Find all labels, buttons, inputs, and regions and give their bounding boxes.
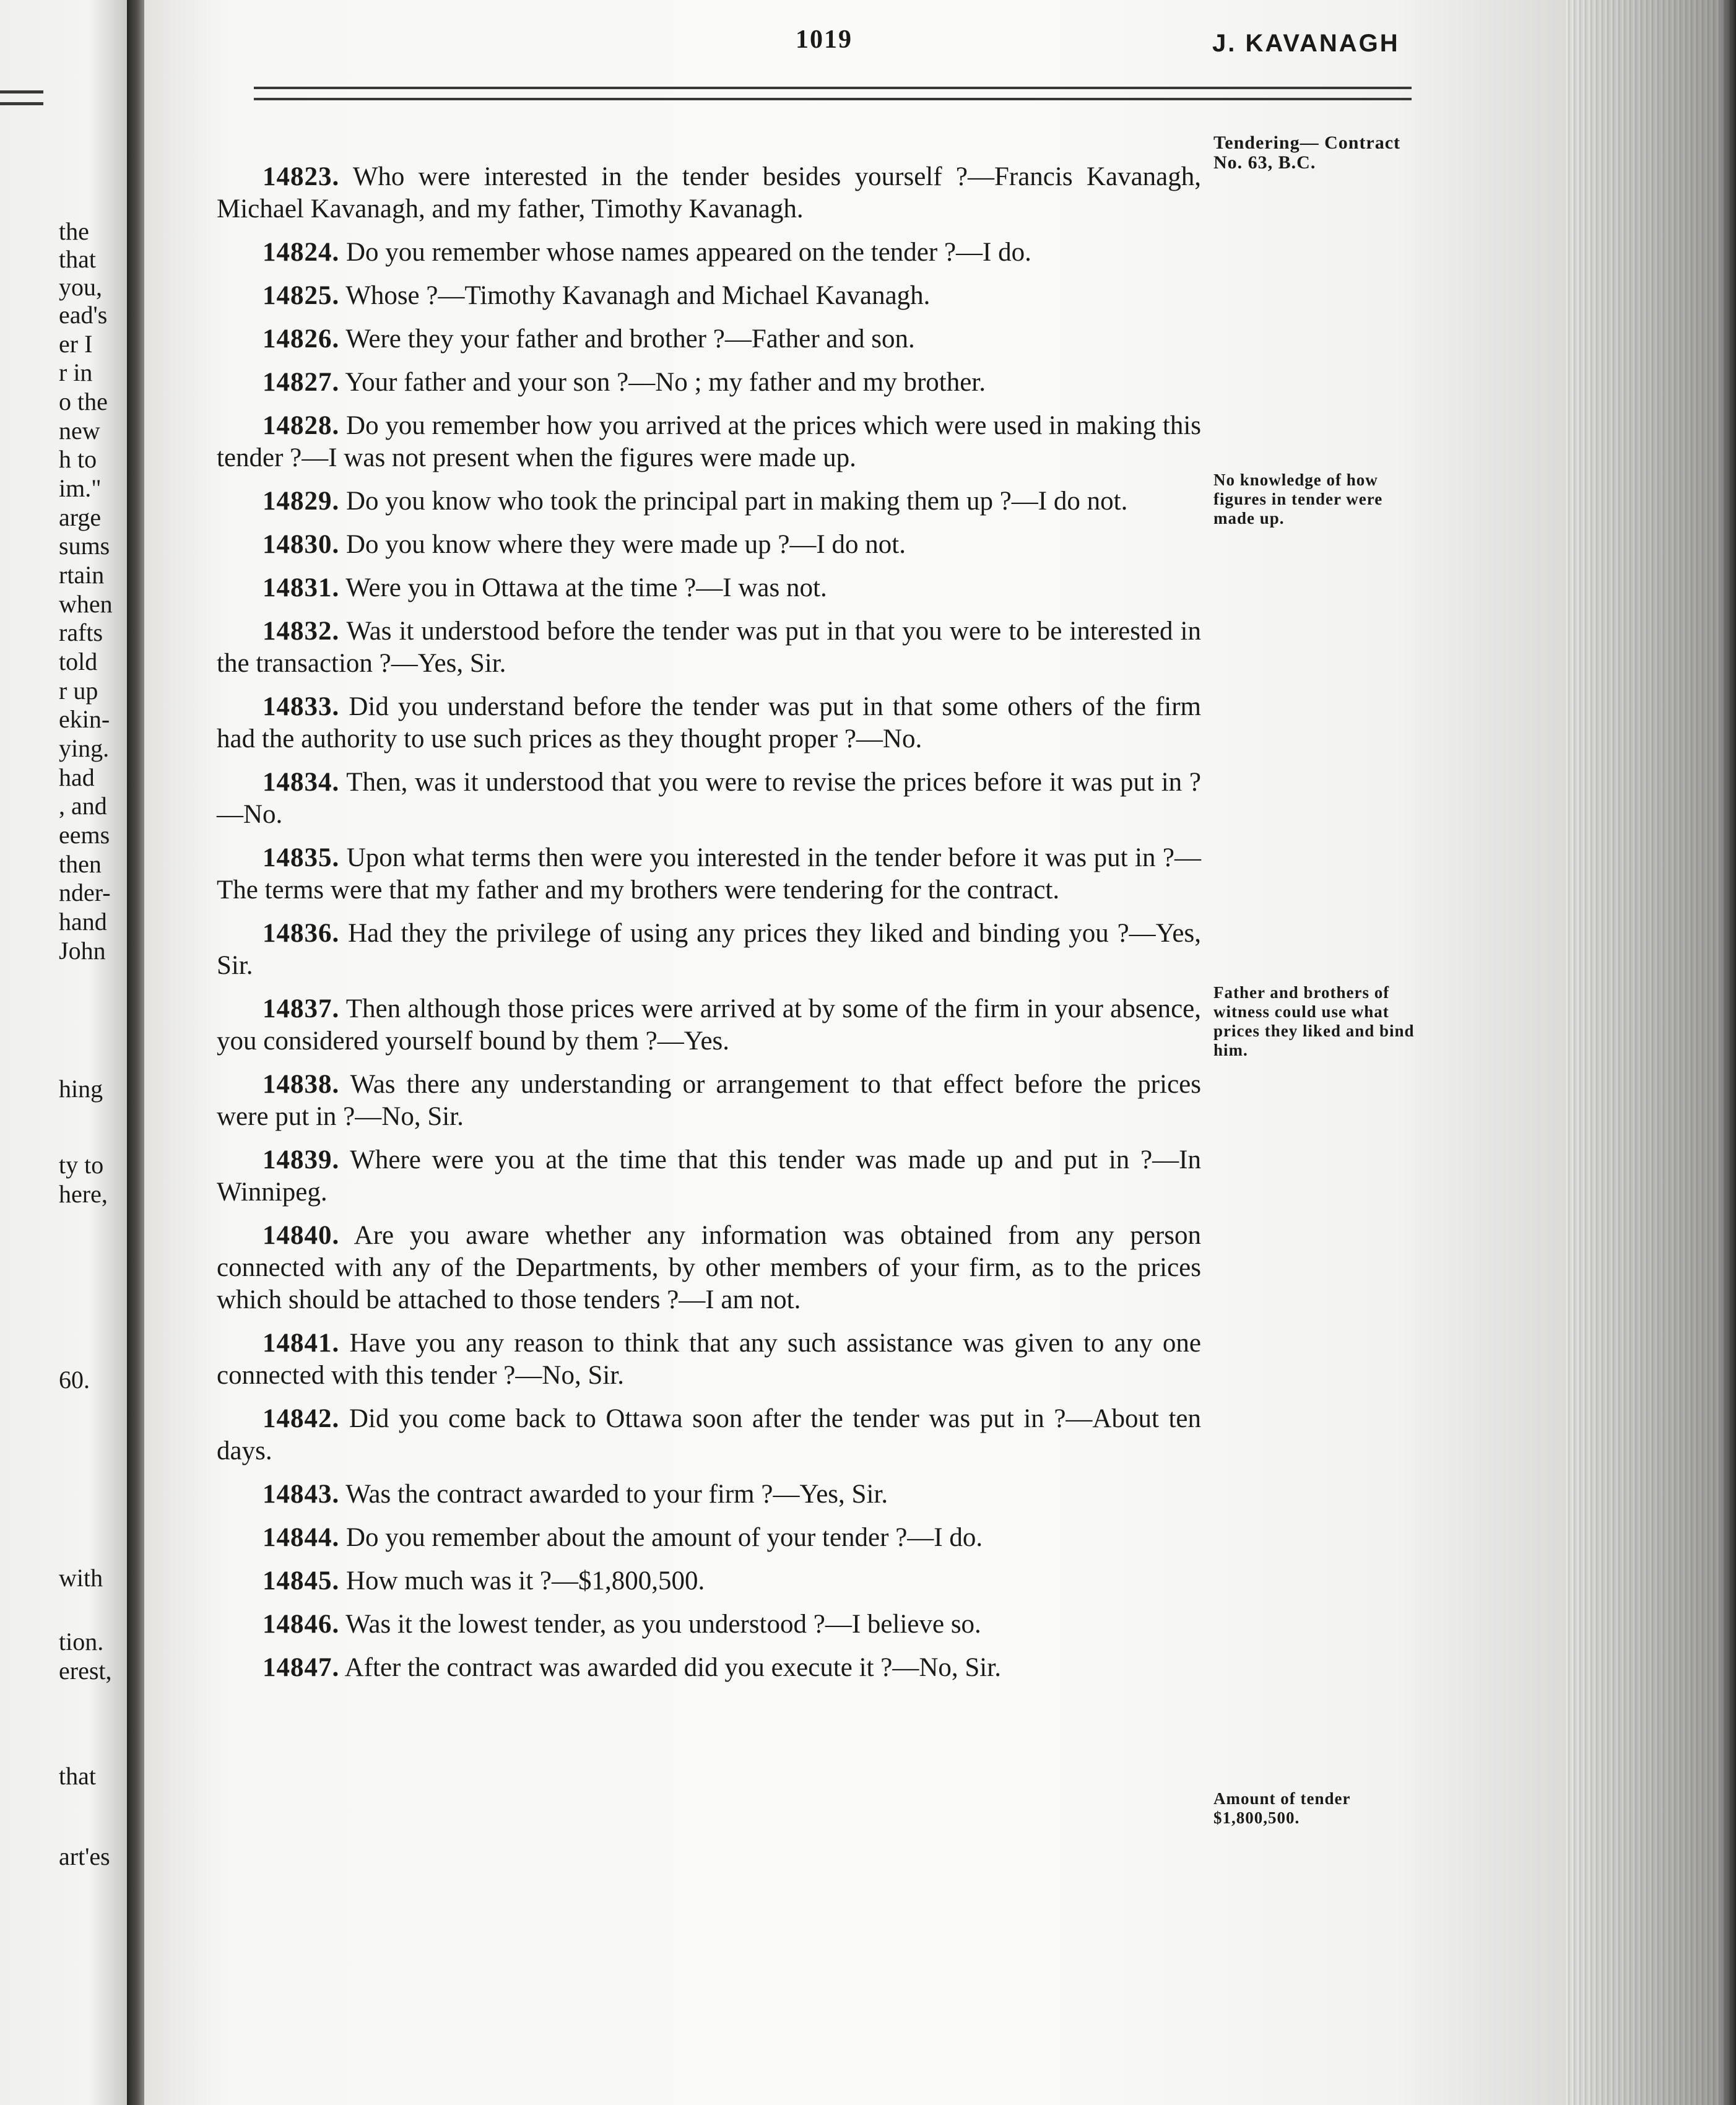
book-gutter [127,0,144,2105]
left-page-fragment: tion. [59,1628,104,1656]
question-number: 14828. [263,411,340,440]
question-number: 14833. [263,692,340,721]
left-page-fragment: ead's [59,301,108,329]
qa-text: Are you aware whether any information was obtained from any person connected with any of the Departments, by other members of your firm, as to the prices which should be attached to those tenders ?—I am not. [217,1221,1201,1314]
left-page-fragment: h to [59,445,97,473]
qa-text: Do you know where they were made up ?—I do not. [346,530,906,559]
left-page-fragment: im." [59,474,102,502]
question-number: 14836. [263,919,340,948]
page-number: 1019 [796,25,853,54]
qa-text: Do you know who took the principal part in making them up ?—I do not. [346,487,1128,516]
left-page-fragment: new [59,417,100,445]
left-page-fragment: rtain [59,561,105,589]
qa-entry [217,1327,1201,1392]
qa-entry [217,918,1201,982]
qa-text: After the contract was awarded did you execute it ?—No, Sir. [344,1653,1001,1682]
question-number: 14835. [263,843,340,872]
question-number: 14834. [263,768,340,797]
question-number: 14829. [263,487,340,516]
question-number: 14830. [263,530,340,559]
question-number: 14840. [263,1221,340,1250]
question-number: 14837. [263,994,340,1023]
qa-entry [217,485,1201,518]
left-page-fragment: told [59,648,98,675]
left-page-fragment: nder- [59,879,111,906]
qa-text: Were they your father and brother ?—Father and son. [345,324,915,354]
question-number: 14827. [263,368,340,397]
qa-entry [217,367,1201,399]
page-edges [1565,0,1736,2105]
left-page-fragment: arge [59,503,102,531]
left-page-fragment: er I [59,330,93,358]
question-number: 14844. [263,1523,340,1552]
left-page-fragment: hand [59,908,107,935]
qa-entry [217,410,1201,474]
left-page-fragment: with [59,1564,103,1592]
left-page-fragment: the [59,217,89,245]
qa-entry [217,1652,1201,1684]
running-head: J. KAVANAGH [1212,30,1400,57]
qa-text: Do you remember how you arrived at the prices which were used in making this tender ?—I was not present when the figures were made up. [217,411,1202,472]
qa-text: Did you understand before the tender was put in that some others of the firm had the authority to use such prices as they thought proper ?—No. [217,692,1201,753]
qa-entry [217,280,1201,312]
left-page-fragment: art'es [59,1842,110,1870]
qa-entry [217,1220,1201,1316]
qa-entry [217,993,1201,1057]
qa-entry [217,1403,1201,1467]
qa-text: Was there any understanding or arrangement to that effect before the prices were put in ?—No, Sir. [217,1070,1201,1131]
question-number: 14823. [263,162,340,191]
left-page-fragment: 60. [59,1366,90,1394]
qa-text: How much was it ?—$1,800,500. [346,1566,705,1595]
question-number: 14846. [263,1610,340,1639]
left-page-fragment: you, [59,273,102,301]
question-number: 14842. [263,1404,340,1433]
qa-text: Do you remember whose names appeared on the tender ?—I do. [346,238,1031,267]
left-page-fragment: ty to [59,1151,104,1179]
question-number: 14824. [263,238,340,267]
qa-text: Have you any reason to think that any such assistance was given to any one connected with this tender ?—No, Sir. [217,1329,1201,1390]
question-number: 14847. [263,1653,340,1682]
question-number: 14843. [263,1480,340,1509]
qa-entry [217,842,1201,906]
qa-text: Do you remember about the amount of your tender ?—I do. [346,1523,983,1552]
header-rule [254,87,1412,100]
qa-entry [217,237,1201,269]
qa-text: Did you come back to Ottawa soon after the tender was put in ?—About ten days. [217,1404,1202,1465]
left-page-rule [0,90,43,105]
left-page-fragment: r in [59,358,93,386]
left-page-fragment: then [59,850,102,878]
left-page [0,0,127,2105]
qa-entry [217,1565,1201,1597]
question-number: 14839. [263,1145,340,1174]
question-number: 14826. [263,324,340,354]
qa-entry [217,1144,1201,1209]
qa-entry [217,691,1201,755]
question-number: 14845. [263,1566,340,1595]
qa-text: Where were you at the time that this tender was made up and put in ?—In Winnipeg. [217,1145,1201,1207]
margin-note-tendering: Tendering— Contract No. 63, B.C. [1213,132,1401,173]
qa-entry [217,1069,1201,1133]
qa-entry [217,323,1201,355]
question-number: 14831. [263,573,340,602]
qa-text: Who were interested in the tender besides yourself ?—Francis Kavanagh, Michael Kavanagh, and my father, Timothy Kavanagh. [217,162,1201,224]
left-page-fragment: ekin- [59,705,110,733]
qa-text: Whose ?—Timothy Kavanagh and Michael Kavanagh. [345,281,931,310]
question-number: 14825. [263,281,340,310]
left-page-fragment: hing [59,1075,103,1103]
left-page-fragment: sums [59,532,110,560]
qa-text: Were you in Ottawa at the time ?—I was not. [345,573,827,602]
qa-text: Had they the privilege of using any prices they liked and binding you ?—Yes, Sir. [217,919,1201,980]
margin-note-father-brothers: Father and brothers of witness could use what prices they liked and bind him. [1213,983,1415,1059]
testimony-body [217,161,1201,1695]
left-page-fragment: when [59,590,113,618]
question-number: 14838. [263,1070,340,1099]
qa-text: Was the contract awarded to your firm ?—Yes, Sir. [345,1480,888,1509]
left-page-fragment: John [59,937,106,965]
qa-text: Was it understood before the tender was put in that you were to be interested in the transaction ?—Yes, Sir. [217,617,1201,678]
qa-entry [217,766,1201,831]
left-page-fragment: r up [59,677,98,705]
qa-text: Then although those prices were arrived at by some of the firm in your absence, you considered yourself bound by them ?—Yes. [217,994,1201,1056]
left-page-fragment: that [59,1762,96,1790]
qa-entry [217,161,1201,225]
margin-note-amount: Amount of tender $1,800,500. [1213,1789,1350,1827]
margin-note-no-knowledge: No knowledge of how figures in tender were made up. [1213,471,1383,527]
left-page-fragment: eems [59,821,110,849]
left-page-fragment: had [59,763,95,791]
left-page-fragment: here, [59,1180,108,1208]
qa-entry [217,529,1201,561]
qa-text: Upon what terms then were you interested in the tender before it was put in ?—The terms were that my father and my brothers were tendering for the contract. [217,843,1201,905]
left-page-fragment: ying. [59,734,110,762]
qa-entry [217,1522,1201,1554]
qa-text: Your father and your son ?—No ; my father and my brother. [345,368,986,397]
qa-text: Then, was it understood that you were to revise the prices before it was put in ?—No. [217,768,1201,829]
qa-entry [217,1608,1201,1641]
left-page-fragment: erest, [59,1657,112,1685]
qa-entry [217,1478,1201,1511]
left-page-fragment: rafts [59,618,103,646]
left-page-fragment: , and [59,792,107,820]
question-number: 14832. [263,617,340,646]
qa-entry [217,572,1201,604]
qa-text: Was it the lowest tender, as you understood ?—I believe so. [345,1610,981,1639]
left-page-fragment: o the [59,388,108,415]
qa-entry [217,615,1201,680]
question-number: 14841. [263,1329,340,1358]
left-page-fragment: that [59,245,96,273]
